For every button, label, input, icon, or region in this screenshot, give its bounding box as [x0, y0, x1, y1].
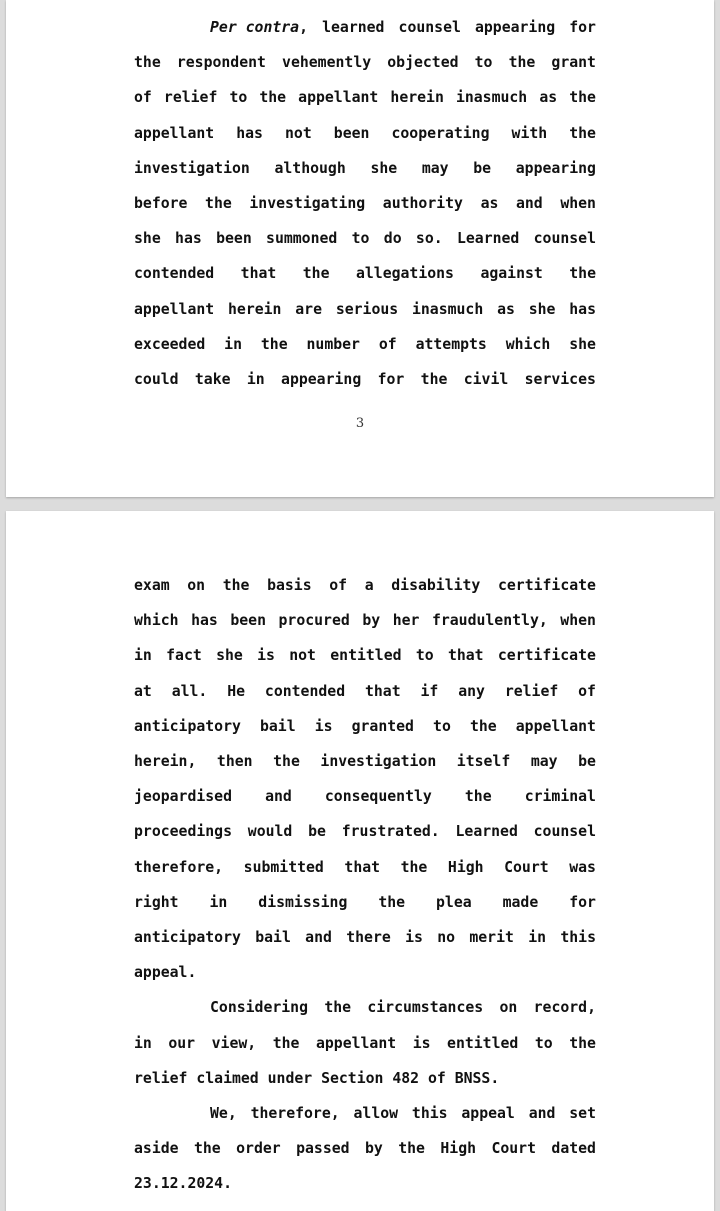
text-line: appellant herein are serious inasmuch as she has	[134, 300, 596, 318]
text-line: herein, then the investigation itself may be	[134, 753, 596, 770]
text-line: jeopardised and consequently the criminal	[134, 788, 596, 806]
text-line: We, therefore, allow this appeal and set	[210, 1105, 596, 1122]
text-line: appellant has not been cooperating with the	[134, 124, 596, 142]
text-line: investigation although she may be appearing	[134, 159, 596, 177]
text-line: which has been procured by her fraudulently, when	[134, 612, 596, 630]
text-line: could take in appearing for the civil services	[134, 371, 596, 388]
document-page-3	[6, 0, 714, 497]
text-line: in our view, the appellant is entitled to the	[134, 1034, 596, 1052]
text-line: exceeded in the number of attempts which she	[134, 335, 596, 353]
text-line: right in dismissing the plea made for	[134, 893, 596, 911]
text-line: contended that the allegations against the	[134, 265, 596, 283]
text-line: at all. He contended that if any relief of	[134, 682, 596, 700]
text-line: appeal.	[134, 964, 197, 982]
text-line: before the investigating authority as and when	[134, 195, 596, 212]
text-line: proceedings would be frustrated. Learned counsel	[134, 823, 596, 841]
text-line: Considering the circumstances on record,	[210, 999, 596, 1017]
text-line: anticipatory bail and there is no merit in this	[134, 929, 596, 946]
text-line: exam on the basis of a disability certificate	[134, 577, 596, 594]
text-line: in fact she is not entitled to that certificate	[134, 647, 596, 665]
text-line: 23.12.2024.	[134, 1175, 232, 1193]
text-line: the respondent vehemently objected to the grant	[134, 54, 596, 72]
text-line: therefore, submitted that the High Court was	[134, 858, 596, 876]
text-line: relief claimed under Section 482 of BNSS.	[134, 1069, 500, 1087]
text-line: Per contra, learned counsel appearing for	[210, 19, 596, 36]
text-line: anticipatory bail is granted to the appellant	[134, 717, 596, 735]
text-line: she has been summoned to do so. Learned counsel	[134, 230, 596, 248]
text-line: of relief to the appellant herein inasmuch as the	[134, 89, 596, 107]
document-page-4	[6, 511, 714, 1211]
text-line: aside the order passed by the High Court dated	[134, 1140, 596, 1158]
page-number: 3	[355, 416, 365, 431]
